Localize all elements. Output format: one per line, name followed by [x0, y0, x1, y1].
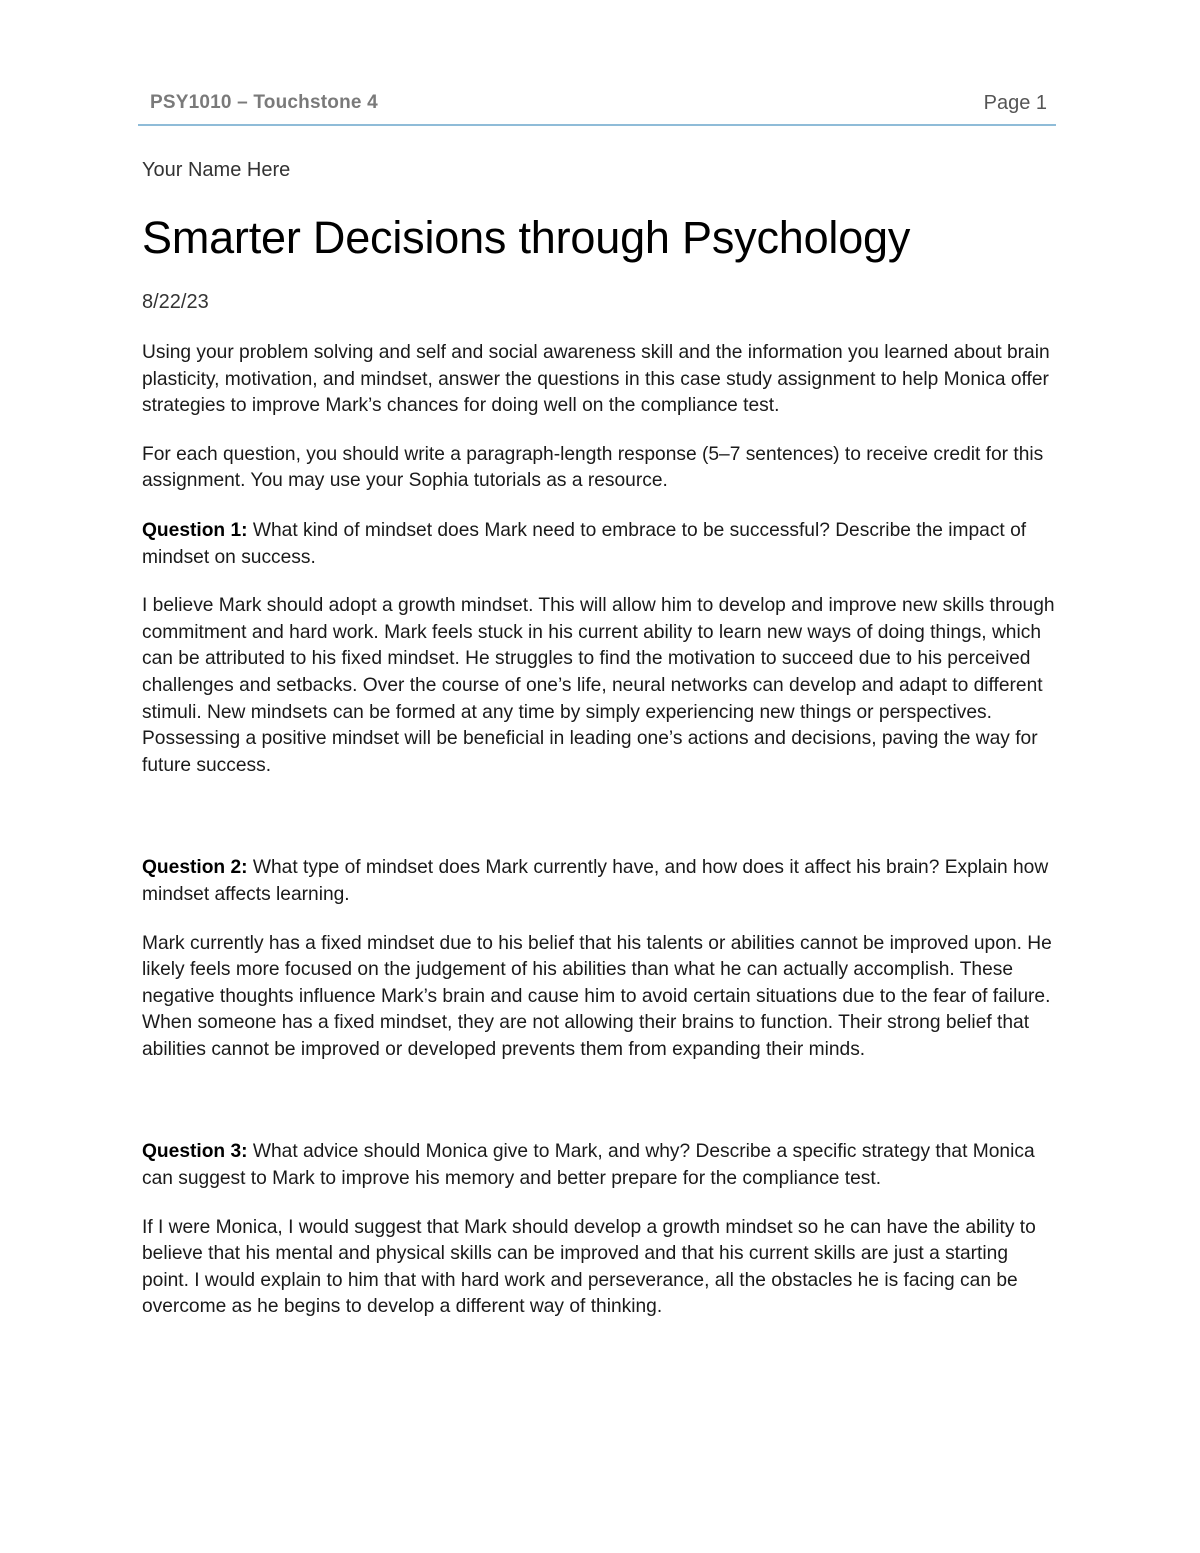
page-header: [138, 88, 1056, 126]
answer-3: If I were Monica, I would suggest that Mark should develop a growth mindset so he can have the ability to believe that his mental and physical skills can be improved and that his current skills are just a starting point. I would explain to him that with hard work and perseverance, all the obstacles he is facing can be overcome as he begins to develop a different way of thinking.: [142, 1216, 1036, 1318]
header-page-number: Page 1: [983, 92, 1047, 114]
question-2: [142, 855, 1057, 908]
header-course-title: PSY1010 – Touchstone 4: [150, 92, 378, 113]
question-label: Question 3:: [142, 1141, 248, 1163]
question-prompt: What type of mindset does Mark currently have, and how does it affect his brain? Explain how mindset affects learning.: [142, 857, 1049, 905]
intro-paragraph: For each question, you should write a paragraph-length response (5–7 sentences) to receive credit for this assignment. You may use your Sophia tutorials as a resource.: [142, 443, 1044, 492]
question-label: Question 2:: [142, 857, 248, 879]
question-1: [142, 518, 1057, 571]
document-date: 8/22/23: [142, 291, 209, 313]
document-title: Smarter Decisions through Psychology: [142, 212, 911, 263]
question-prompt: What kind of mindset does Mark need to embrace to be successful? Describe the impact of mindset on success.: [142, 519, 1027, 568]
answer-1: I believe Mark should adopt a growth mindset. This will allow him to develop and improve new skills through commitment and hard work. Mark feels stuck in his current ability to learn new ways of doing things, which can be attributed to his fixed mindset. He struggles to find the motivation to succeed due to his perceived challenges and setbacks. Over the course of one’s life, neural networks can develop and adapt to different stimuli. New mindsets can be formed at any time by simply experiencing new things or perspectives. Possessing a positive mindset will be beneficial in leading one’s actions and decisions, paving the way for future success.: [142, 595, 1055, 776]
answer-2: Mark currently has a fixed mindset due to his belief that his talents or abilities cannot be improved upon. He likely feels more focused on the judgement of his abilities than what he can actually accomplish. These negative thoughts influence Mark’s brain and cause him to avoid certain situations due to the fear of failure. When someone has a fixed mindset, they are not allowing their brains to function. Their strong belief that abilities cannot be improved or developed prevents them from expanding their minds.: [142, 932, 1052, 1060]
author-name: Your Name Here: [142, 159, 291, 181]
question-label: Question 1:: [142, 519, 248, 541]
question-prompt: What advice should Monica give to Mark, and why? Describe a specific strategy that Monica can suggest to Mark to improve his memory and better prepare for the compliance test.: [142, 1141, 1035, 1190]
intro-paragraph: Using your problem solving and self and social awareness skill and the information you learned about brain plasticity, motivation, and mindset, answer the questions in this case study assignment to help Monica offer strategies to improve Mark’s chances for doing well on the compliance test.: [142, 342, 1050, 417]
document-body: [142, 156, 1057, 1321]
question-3: [142, 1139, 1057, 1192]
